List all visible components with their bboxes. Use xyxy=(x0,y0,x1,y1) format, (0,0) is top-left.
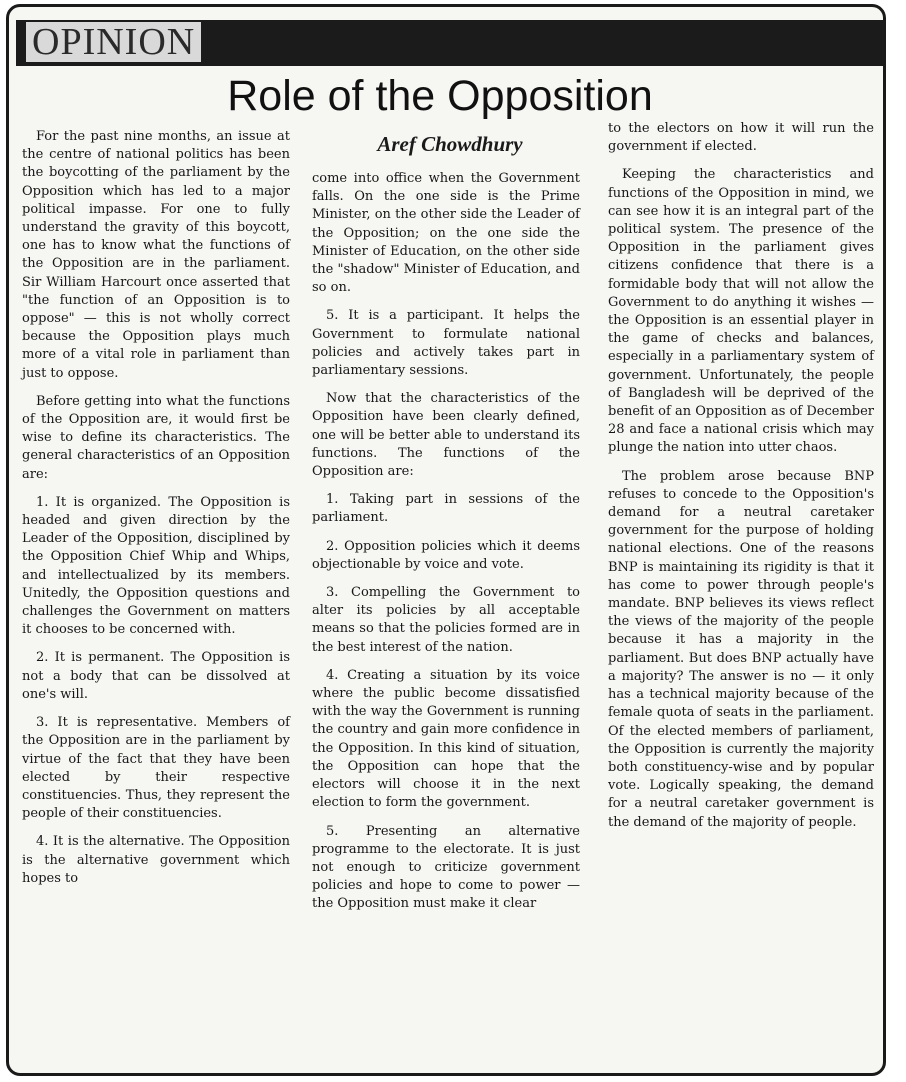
paragraph: 1. It is organized. The Opposition is headed and given direction by the Leader of the Opposition, disciplined by the Opposition Chief Whip and Whips, and intellectualized by its members. Unitedly, the Opposition questions and challenges the Government on matters it chooses to be concerned with. xyxy=(22,494,290,638)
paragraph: Now that the characteristics of the Opposition have been clearly defined, one will be better able to understand its functions. The functions of the Opposition are: xyxy=(312,391,580,480)
byline: Aref Chowdhury xyxy=(377,132,523,156)
section-kicker-bar xyxy=(16,20,884,66)
paragraph: 5. It is a participant. It helps the Government to formulate national policies and actively takes part in parliamentary sessions. xyxy=(312,308,580,379)
paragraph: 4. Creating a situation by its voice where the public become dissatisfied with the way the Government is running the country and gain more confidence in the Opposition. In this kind of situation, the Opposition can hope that the electors will choose it in the next election to form the government. xyxy=(312,667,580,811)
column-1 xyxy=(22,128,290,888)
paragraph: 5. Presenting an alternative programme to the electorate. It is just not enough to criticize government policies and hope to come to power — the Opposition must make it clear xyxy=(312,823,580,912)
paragraph: Before getting into what the functions of the Opposition are, it would first be wise to define its characteristics. The general characteristics of an Opposition are: xyxy=(22,393,290,482)
paragraph: For the past nine months, an issue at the centre of national politics has been the boycotting of the parliament by the Opposition which has led to a major political impasse. For one to fully understand the gravity of this boycott, one has to know what the functions of the Opposition are in the parliament. Sir William Harcourt once asserted that "the function of an Opposition is to oppose" — this is not wholly correct because the Opposition plays much more of a vital role in parliament than just to oppose. xyxy=(22,129,290,381)
paragraph: 3. Compelling the Government to alter its policies by all acceptable means so that the policies formed are in the best interest of the nation. xyxy=(312,585,580,655)
headline: Role of the Opposition xyxy=(227,72,653,120)
paragraph: 4. It is the alternative. The Opposition is the alternative government which hopes to xyxy=(22,834,290,886)
paragraph: The problem arose because BNP refuses to concede to the Opposition's demand for a neutral caretaker government for the purpose of holding national elections. One of the reasons BNP is maintaining its rigidity is that it has come to power through people's mandate. BNP believes its views reflect the views of the majority of the people because it has a majority in the parliament. But does BNP actually have a majority? The answer is no — it only has a technical majority because of the female quota of seats in the parliament. Of the elected members of parliament, the Opposition is currently the majority both constituency-wise and by popular vote. Logically speaking, the demand for a neutral caretaker government is the demand of the majority of people. xyxy=(608,468,874,830)
paragraph: to the electors on how it will run the government if elected. xyxy=(608,121,874,155)
paragraph: Keeping the characteristics and functions of the Opposition in mind, we can see how it is an integral part of the political system. The presence of the Opposition in the parliament gives citizens confidence that there is a formidable body that will not allow the Government to do anything it wishes — the Opposition is an essential player in the game of checks and balances, especially in a parliamentary system of government. Unfortunately, the people of Bangladesh will be deprived of the benefit of an Opposition as of December 28 and face a national crisis which may plunge the nation into utter chaos. xyxy=(608,167,874,456)
paragraph: 2. Opposition policies which it deems objectionable by voice and vote. xyxy=(312,538,580,572)
paragraph: 2. It is permanent. The Opposition is not a body that can be dissolved at one's will. xyxy=(22,650,290,702)
paragraph: come into office when the Government falls. On the one side is the Prime Minister, on the other side the Leader of the Opposition; on the one side the Minister of Education, on the other side the "shadow" Minister of Education, and so on. xyxy=(312,171,580,296)
column-3 xyxy=(608,120,874,832)
column-2 xyxy=(312,170,580,914)
section-kicker: OPINION xyxy=(26,22,201,62)
paragraph: 3. It is representative. Members of the Opposition are in the parliament by virtue of the fact that they have been elected by their respective constituencies. Thus, they represent the people of their constituencies. xyxy=(22,715,290,822)
paragraph: 1. Taking part in sessions of the parliament. xyxy=(312,492,580,526)
